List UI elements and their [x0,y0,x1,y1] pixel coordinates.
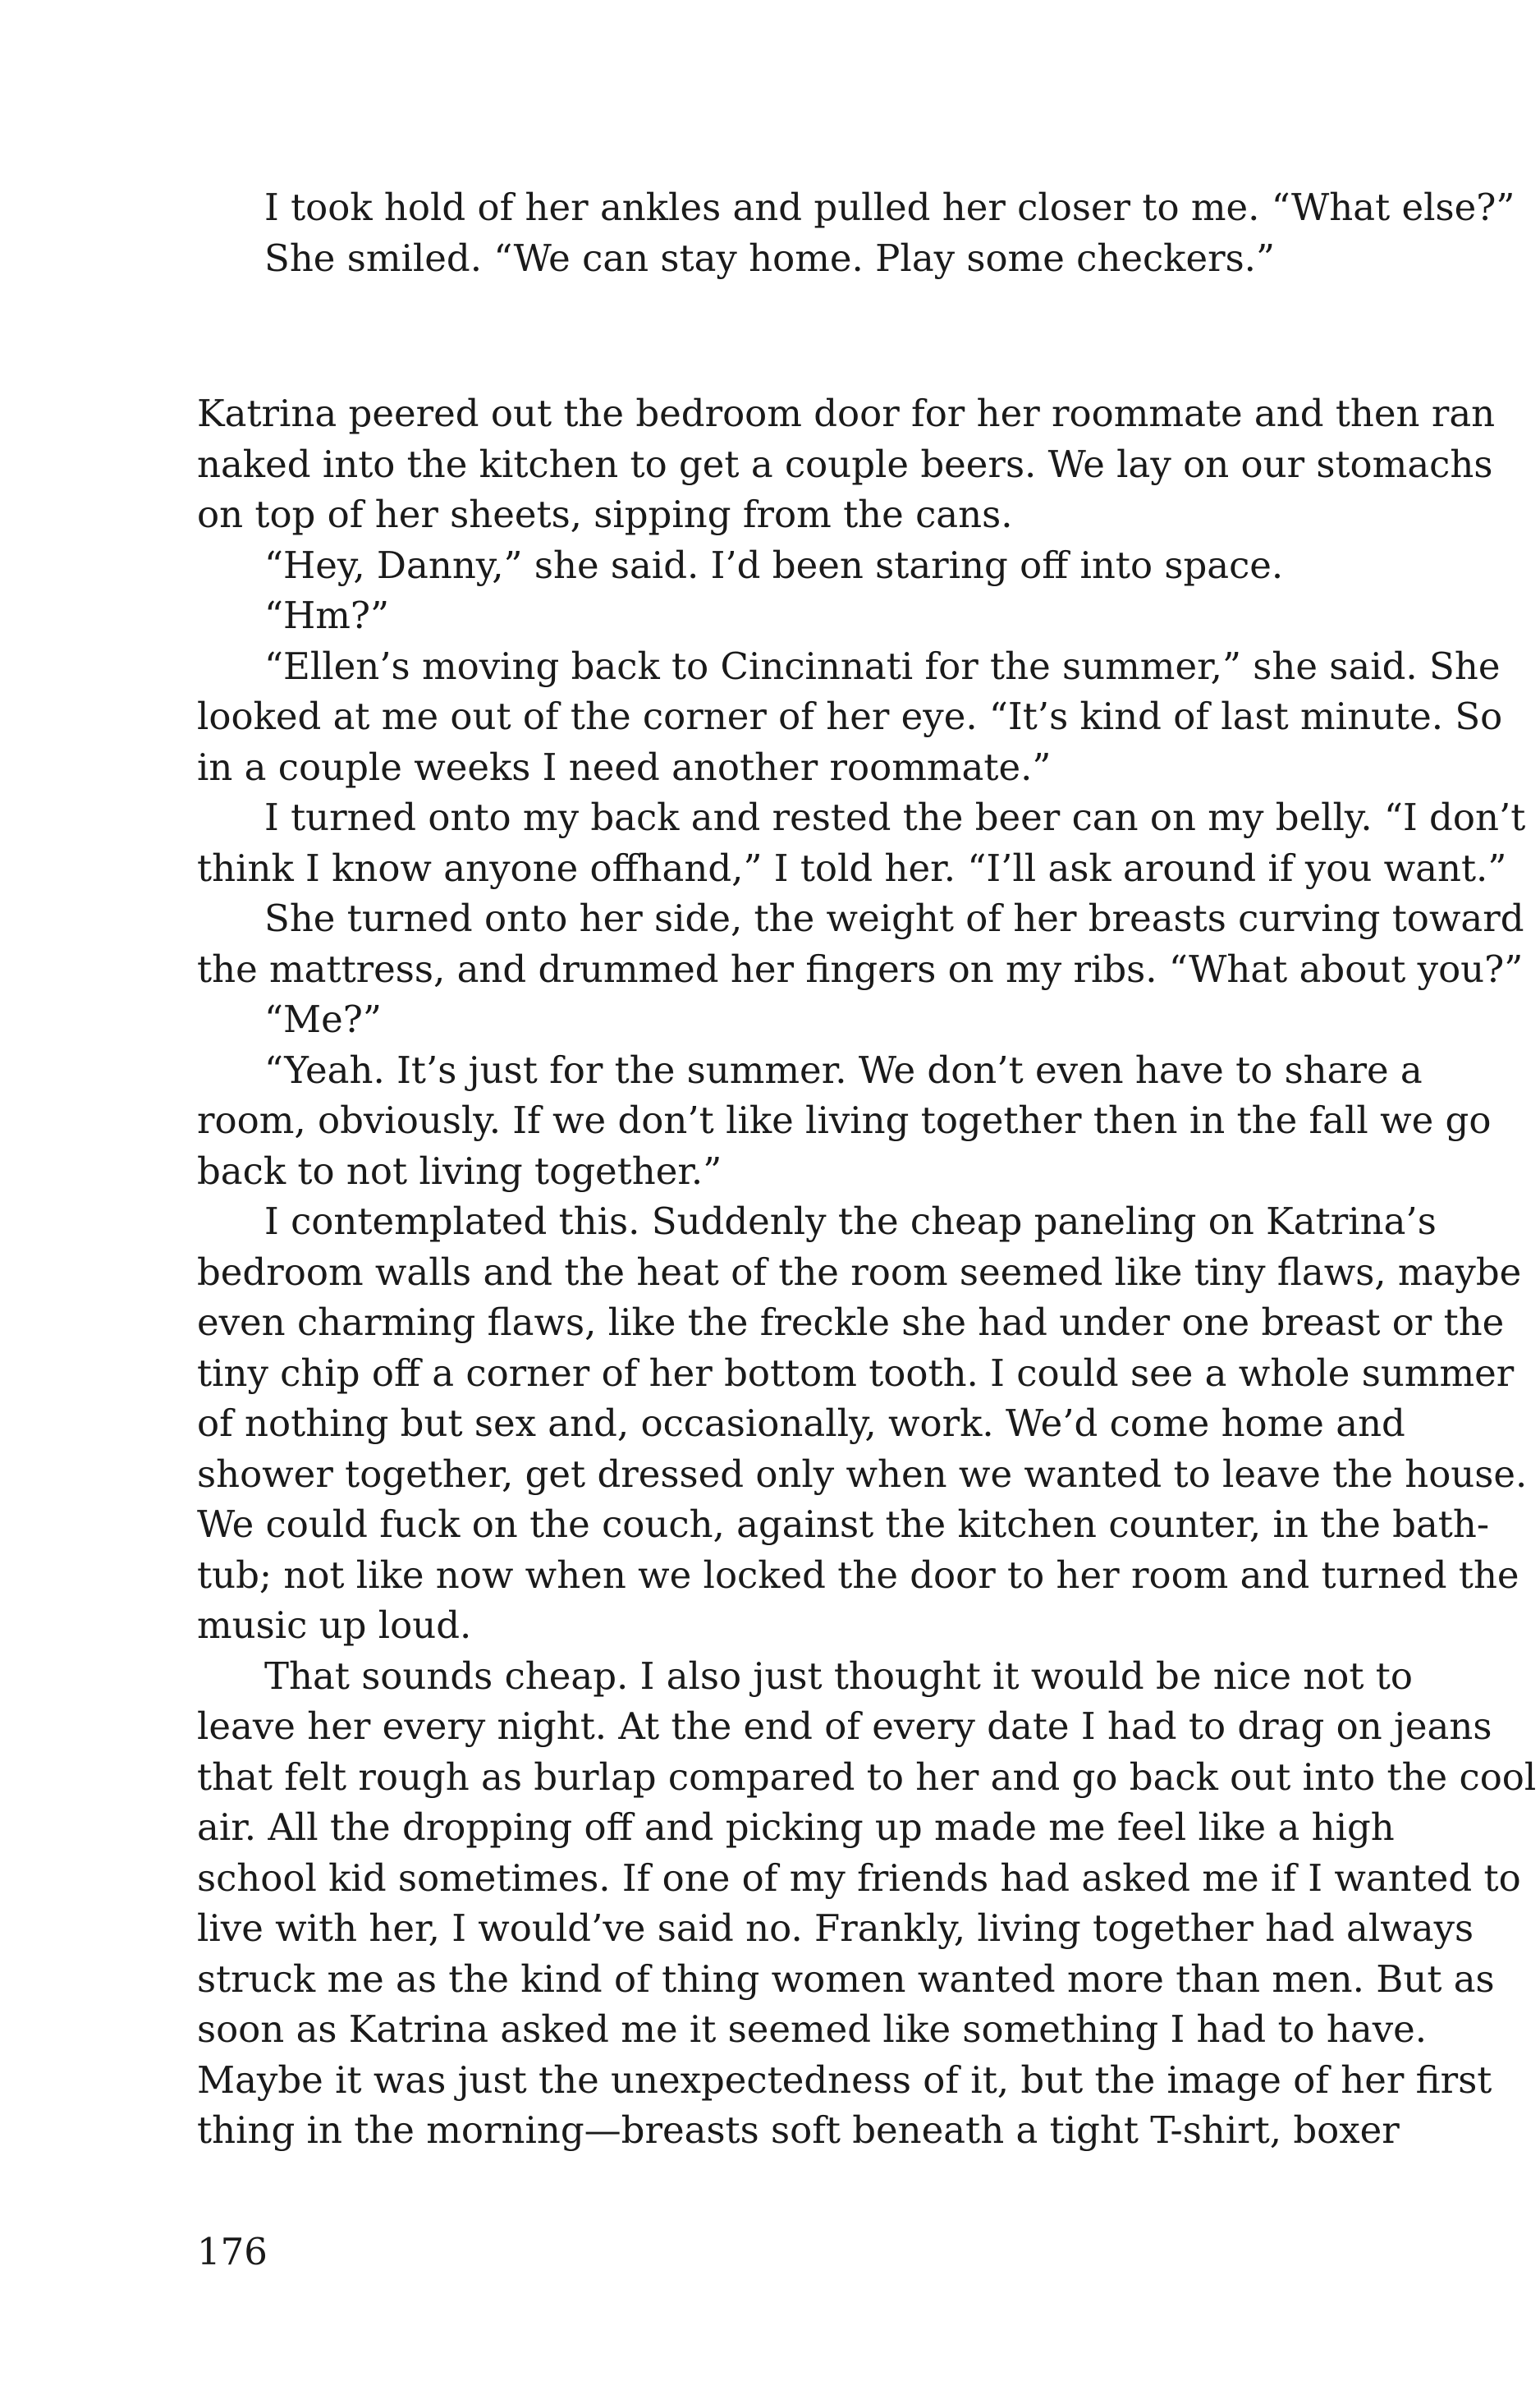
text-line: I turned onto my back and rested the beer can on my belly. “I don’t [264,796,1526,839]
text-line: live with her, I would’ve said no. Frankly, living together had always [197,1906,1474,1950]
text-line: “Hm?” [264,594,390,637]
text-line: Katrina peered out the bedroom door for her roommate and then ran [197,392,1496,435]
text-line: That sounds cheap. I also just thought it would be nice not to [264,1654,1413,1698]
section-2 [197,388,1537,2156]
text-line: the mattress, and drummed her fingers on my ribs. “What about you?” [197,947,1524,991]
text-line: of nothing but sex and, occasionally, work. We’d come home and [197,1401,1405,1445]
text-line: “Yeah. It’s just for the summer. We don’t even have to share a [264,1048,1423,1092]
text-line: that felt rough as burlap compared to her and go back out into the cool [197,1755,1537,1799]
text-line: on top of her sheets, sipping from the cans. [197,493,1013,536]
text-line: back to not living together.” [197,1149,722,1193]
text-line: I contemplated this. Suddenly the cheap paneling on Katrina’s [264,1200,1437,1243]
text-line: shower together, get dressed only when we wanted to leave the house. [197,1452,1528,1496]
text-line: “Hey, Danny,” she said. I’d been staring off into space. [264,543,1284,587]
text-line: leave her every night. At the end of every date I had to drag on jeans [197,1704,1492,1748]
text-line: “Me?” [264,998,382,1041]
text-line: “Ellen’s moving back to Cincinnati for the summer,” she said. She [264,644,1501,688]
text-line: even charming flaws, like the freckle she had under one breast or the [197,1300,1505,1344]
text-line: think I know anyone offhand,” I told her. “I’ll ask around if you want.” [197,846,1507,890]
text-line: room, obviously. If we don’t like living together then in the fall we go [197,1099,1492,1142]
text-line: looked at me out of the corner of her eye. “It’s kind of last minute. So [197,695,1503,738]
text-line: She smiled. “We can stay home. Play some checkers.” [264,236,1275,280]
text-line: Maybe it was just the unexpectedness of it, but the image of her first [197,2057,1492,2102]
text-line: tub; not like now when we locked the door to her room and turned the [197,1553,1519,1597]
text-line: school kid sometimes. If one of my friends had asked me if I wanted to [197,1855,1521,1900]
text-line: bedroom walls and the heat of the room seemed like tiny flaws, maybe [197,1250,1522,1294]
text-line: music up loud. [197,1603,472,1647]
text-line: soon as Katrina asked me it seemed like something I had to have. [197,2007,1428,2051]
text-line: struck me as the kind of thing women wanted more than men. But as [197,1956,1495,2001]
page-number: 176 [197,2230,268,2273]
text-line: She turned onto her side, the weight of her breasts curving toward [264,897,1524,940]
text-line: thing in the morning—breasts soft beneath a tight T-shirt, boxer [197,2108,1400,2152]
text-line: We could fuck on the couch, against the kitchen counter, in the bath- [197,1502,1490,1546]
text-line: tiny chip off a corner of her bottom tooth. I could see a whole summer [197,1351,1515,1395]
section-1 [197,182,1515,283]
text-line: in a couple weeks I need another roommate.” [197,745,1052,789]
text-line: air. All the dropping off and picking up made me feel like a high [197,1805,1395,1849]
text-line: naked into the kitchen to get a couple beers. We lay on our stomachs [197,442,1493,486]
text-line: I took hold of her ankles and pulled her closer to me. “What else?” [264,186,1515,229]
